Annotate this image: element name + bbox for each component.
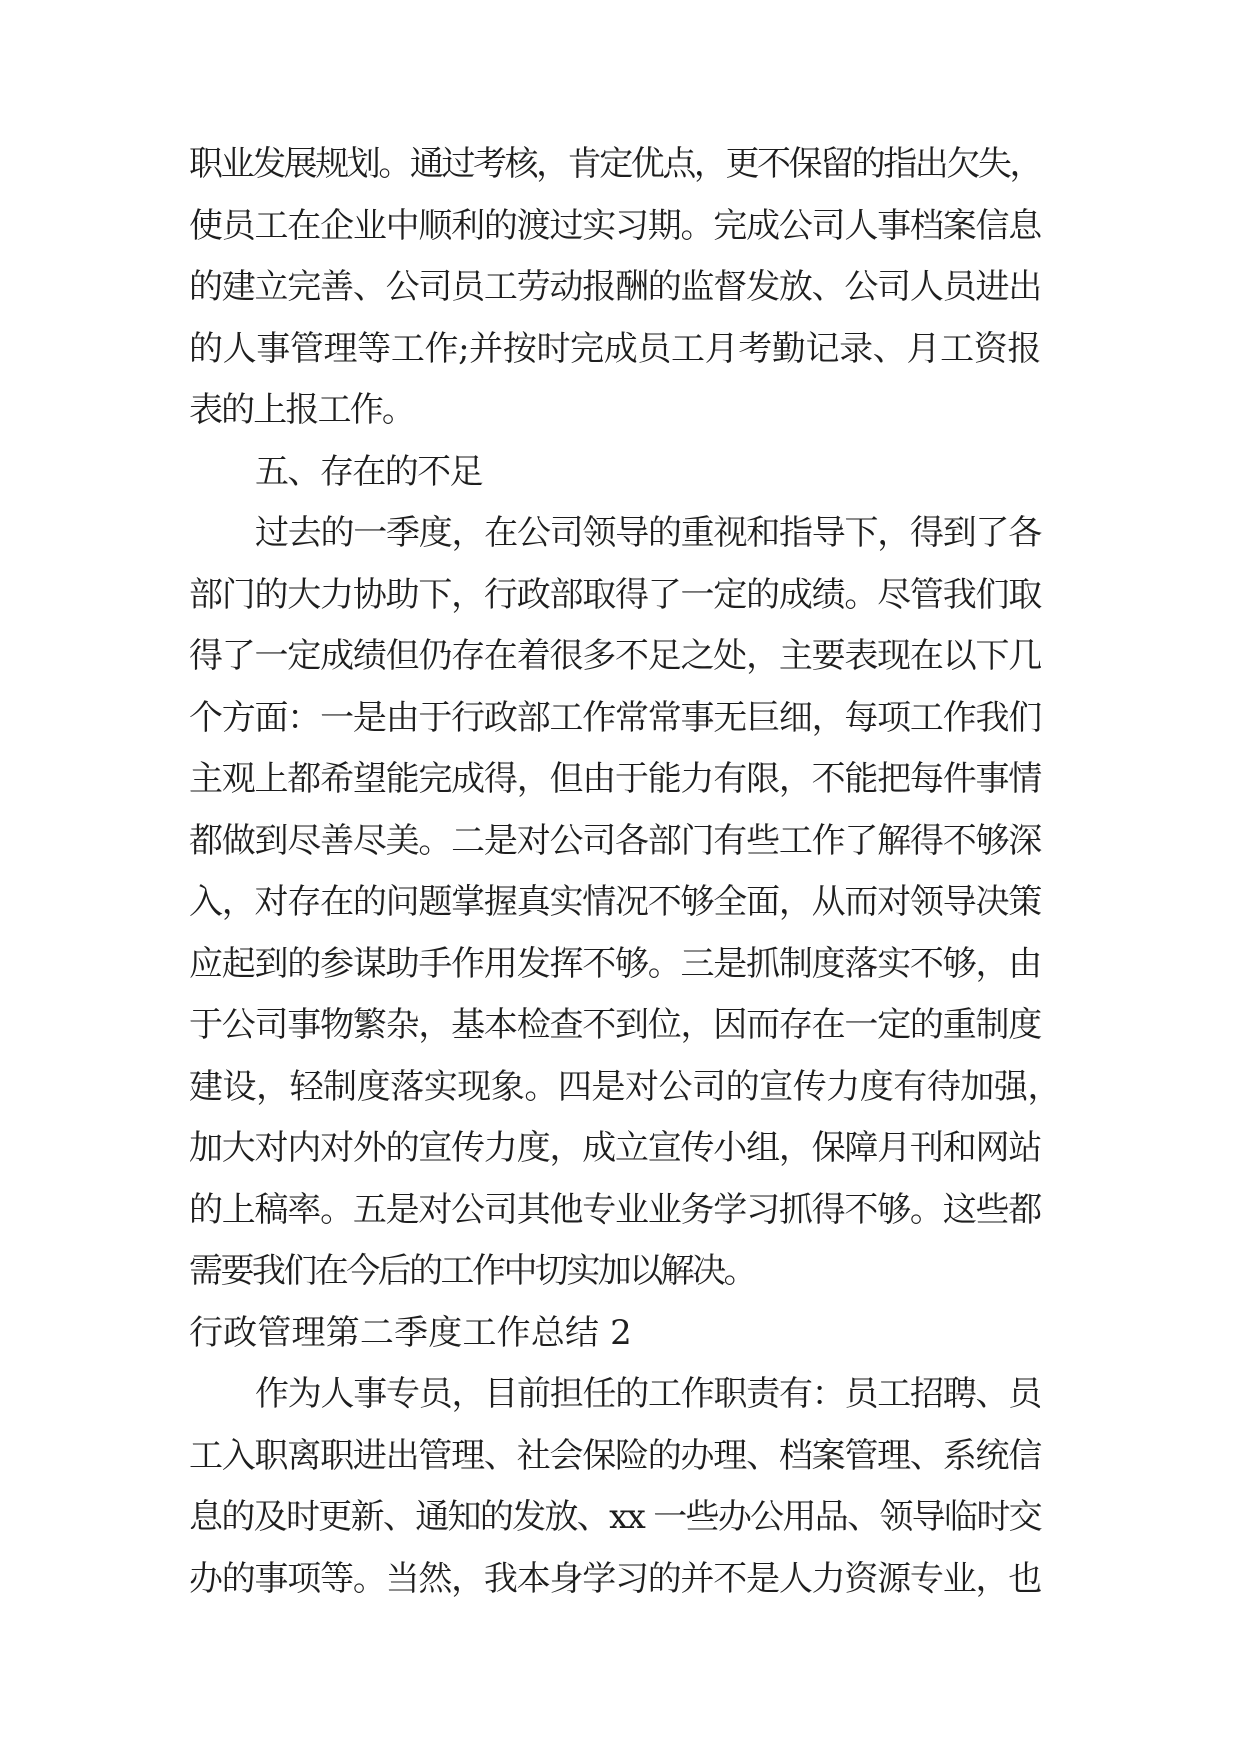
body-line: 过去的一季度，在公司领导的重视和指导下，得到了各 (255, 513, 1041, 553)
body-line: 工入职离职进出管理、社会保险的办理、档案管理、系统信 (189, 1436, 1041, 1476)
body-line: 部门的大力协助下，行政部取得了一定的成绩。尽管我们取 (189, 575, 1041, 615)
body-line: 应起到的参谋助手作用发挥不够。三是抓制度落实不够，由 (189, 944, 1041, 984)
body-line: 建设，轻制度落实现象。四是对公司的宣传力度有待加强， (189, 1067, 1061, 1107)
body-line: 息的及时更新、通知的发放、xx 一些办公用品、领导临时交 (189, 1497, 1041, 1537)
body-line: 作为人事专员，目前担任的工作职责有：员工招聘、员 (255, 1374, 1041, 1414)
body-line: 于公司事物繁杂，基本检查不到位，因而存在一定的重制度 (189, 1005, 1041, 1045)
body-line: 使员工在企业中顺利的渡过实习期。完成公司人事档案信息 (189, 206, 1041, 246)
document-title: 行政管理第二季度工作总结 2 (189, 1313, 632, 1353)
body-line: 都做到尽善尽美。二是对公司各部门有些工作了解得不够深 (189, 821, 1041, 861)
body-line: 得了一定成绩但仍存在着很多不足之处，主要表现在以下几 (189, 636, 1041, 676)
body-line: 的人事管理等工作;并按时完成员工月考勤记录、月工资报 (189, 329, 1041, 369)
body-line: 入，对存在的问题掌握真实情况不够全面，从而对领导决策 (189, 882, 1041, 922)
body-line: 加大对内对外的宣传力度，成立宣传小组，保障月刊和网站 (189, 1128, 1041, 1168)
body-line: 的建立完善、公司员工劳动报酬的监督发放、公司人员进出 (189, 267, 1041, 307)
body-line: 职业发展规划。通过考核，肯定优点，更不保留的指出欠失， (189, 144, 1041, 184)
body-line: 表的上报工作。 (189, 390, 414, 430)
body-line: 需要我们在今后的工作中切实加以解决。 (189, 1251, 755, 1291)
body-line: 的上稿率。五是对公司其他专业业务学习抓得不够。这些都 (189, 1190, 1041, 1230)
body-line: 办的事项等。当然，我本身学习的并不是人力资源专业，也 (189, 1559, 1041, 1599)
body-line: 主观上都希望能完成得，但由于能力有限，不能把每件事情 (189, 759, 1041, 799)
section-heading: 五、存在的不足 (255, 452, 482, 492)
body-line: 个方面：一是由于行政部工作常常事无巨细，每项工作我们 (189, 698, 1041, 738)
